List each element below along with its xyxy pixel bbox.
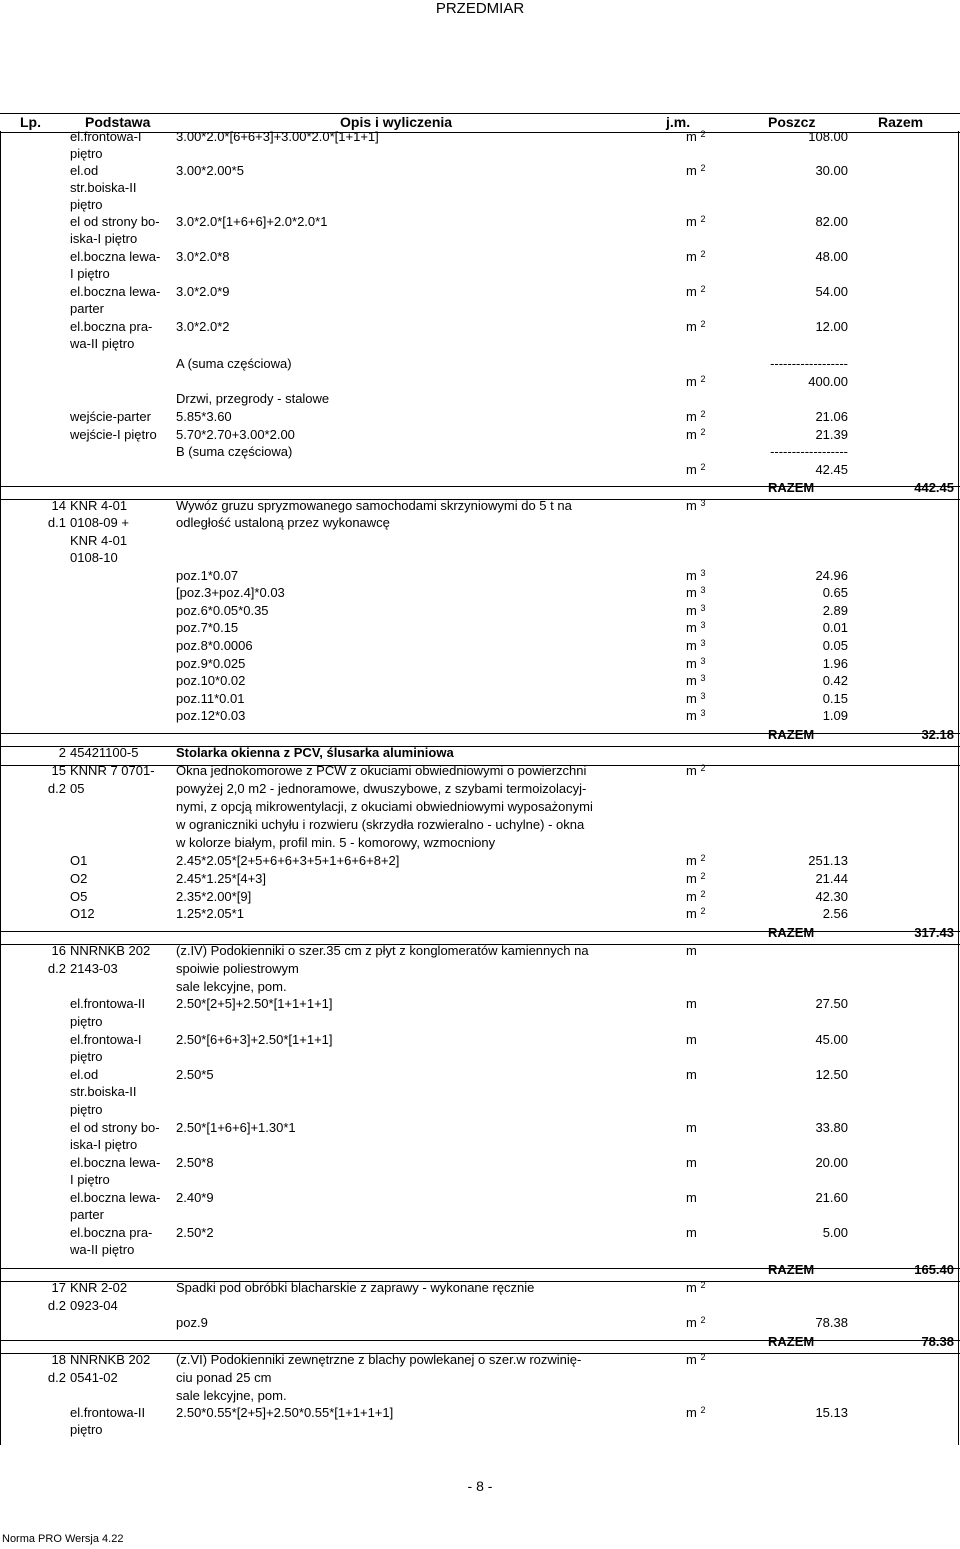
row-description: 3.00*2.00*5 — [176, 163, 244, 178]
row-description: B (suma częściowa) — [176, 444, 293, 459]
row-unit: m $^2$ — [686, 1315, 706, 1330]
row-description: Drzwi, przegrody - stalowe — [176, 391, 330, 406]
row-unit: m $^2$ — [686, 374, 706, 389]
row-unit: m $^2$ — [686, 1405, 706, 1420]
row-description: [poz.3+poz.4]*0.03 — [176, 585, 285, 600]
row-partial-value: 27.50 — [815, 996, 848, 1011]
row-description: 2.50*0.55*[2+5]+2.50*0.55*[1+1+1+1] — [176, 1405, 394, 1420]
row-partial-value: 20.00 — [815, 1155, 848, 1170]
row-description: Okna jednokomorowe z PCW z okuciami obwiedniowymi o powierzchni — [176, 763, 587, 778]
row-unit: m $^2$ — [686, 214, 706, 229]
unit-exponent: 3 — [700, 568, 706, 578]
row-separator — [0, 733, 960, 734]
row-basis: 05 — [70, 781, 85, 796]
row-basis: str.boiska-II — [70, 180, 137, 195]
unit-exponent: 2 — [700, 163, 706, 173]
row-partial-value: 0.05 — [822, 638, 848, 653]
row-description: 2.40*9 — [176, 1190, 214, 1205]
row-description: 2.50*[2+5]+2.50*[1+1+1+1] — [176, 996, 333, 1011]
row-unit: m — [686, 1120, 697, 1135]
row-unit: m $^2$ — [686, 871, 706, 886]
row-partial-value: 0.15 — [822, 691, 848, 706]
row-position: 14 — [51, 498, 66, 513]
header-lp: Lp. — [20, 114, 41, 130]
row-description: (z.IV) Podokienniki o szer.35 cm z płyt z konglomeratów kamiennych na — [176, 943, 589, 958]
row-unit: m $^2$ — [686, 906, 706, 921]
row-position: d.2 — [47, 1370, 66, 1385]
row-separator — [0, 486, 960, 487]
row-partial-value: 21.60 — [815, 1190, 848, 1205]
row-unit: m — [686, 1225, 697, 1240]
row-basis: parter — [70, 301, 104, 316]
unit-exponent: 2 — [700, 1352, 706, 1362]
row-description: 5.70*2.70+3.00*2.00 — [176, 427, 295, 442]
unit-exponent: 3 — [700, 656, 706, 666]
header-poszcz: Poszcz — [768, 114, 816, 130]
row-basis: el od strony bo- — [70, 214, 160, 229]
row-description: (z.VI) Podokienniki zewnętrzne z blachy powlekanej o szer.w rozwinię- — [176, 1352, 582, 1367]
row-basis: KNR 2-02 — [70, 1280, 128, 1295]
razem-value: 317.43 — [914, 925, 954, 940]
unit-exponent: 3 — [700, 585, 706, 595]
row-basis: iska-I piętro — [70, 1137, 138, 1152]
row-unit: m $^3$ — [686, 708, 706, 723]
row-partial-value: ------------------ — [770, 356, 848, 371]
row-basis: el.boczna lewa- — [70, 1190, 161, 1205]
row-basis: 0108-10 — [70, 550, 118, 565]
unit-exponent: 2 — [700, 409, 706, 419]
row-description: 2.45*2.05*[2+5+6+6+3+5+1+6+6+8+2] — [176, 853, 400, 868]
row-basis: el.boczna lewa- — [70, 284, 161, 299]
row-basis: el.boczna lewa- — [70, 249, 161, 264]
row-partial-value: 45.00 — [815, 1032, 848, 1047]
row-basis: el.boczna lewa- — [70, 1155, 161, 1170]
unit-exponent: 3 — [700, 638, 706, 648]
row-description: poz.12*0.03 — [176, 708, 246, 723]
row-partial-value: 48.00 — [815, 249, 848, 264]
row-basis: el.frontowa-I — [70, 129, 142, 144]
row-basis: NNRNKB 202 — [70, 943, 151, 958]
row-basis: el.od — [70, 163, 99, 178]
unit-exponent: 3 — [700, 691, 706, 701]
row-partial-value: ------------------ — [770, 444, 848, 459]
unit-exponent: 2 — [700, 763, 706, 773]
row-position: 18 — [51, 1352, 66, 1367]
razem-label: RAZEM — [768, 727, 815, 742]
row-partial-value: 0.65 — [822, 585, 848, 600]
razem-value: 78.38 — [921, 1334, 954, 1349]
unit-exponent: 2 — [700, 374, 706, 384]
unit-exponent: 3 — [700, 673, 706, 683]
row-description: spoiwie poliestrowym — [176, 961, 299, 976]
unit-exponent: 2 — [700, 284, 706, 294]
row-unit: m $^3$ — [686, 691, 706, 706]
row-description: 2.50*[1+6+6]+1.30*1 — [176, 1120, 296, 1135]
razem-label: RAZEM — [768, 1262, 815, 1277]
row-partial-value: 12.00 — [815, 319, 848, 334]
row-description: poz.1*0.07 — [176, 568, 239, 583]
row-partial-value: 12.50 — [815, 1067, 848, 1082]
row-unit: m $^3$ — [686, 620, 706, 635]
row-partial-value: 15.13 — [815, 1405, 848, 1420]
row-position: 16 — [51, 943, 66, 958]
row-description: 2.50*[6+6+3]+2.50*[1+1+1] — [176, 1032, 333, 1047]
row-basis: piętro — [70, 1102, 103, 1117]
row-description: 2.50*2 — [176, 1225, 214, 1240]
razem-value: 32.18 — [921, 727, 954, 742]
row-description: nymi, z opcją mikrowentylacji, z okuciami obwiedniowymi wyposażonymi — [176, 799, 593, 814]
row-description: poz.11*0.01 — [176, 691, 245, 706]
row-description: 2.50*8 — [176, 1155, 214, 1170]
unit-exponent: 2 — [700, 871, 706, 881]
row-unit: m $^3$ — [686, 673, 706, 688]
page-title: PRZEDMIAR — [435, 0, 525, 17]
row-basis: I piętro — [70, 266, 110, 281]
row-description: odległość ustaloną przez wykonawcę — [176, 515, 390, 530]
row-unit: m $^2$ — [686, 129, 706, 144]
row-unit: m $^2$ — [686, 1352, 706, 1367]
row-unit: m $^2$ — [686, 1280, 706, 1295]
row-basis: piętro — [70, 1422, 103, 1437]
row-description: ciu ponad 25 cm — [176, 1370, 272, 1385]
row-description: 2.35*2.00*[9] — [176, 889, 252, 904]
row-basis: wa-II piętro — [70, 1242, 135, 1257]
row-position: d.1 — [47, 515, 66, 530]
row-unit: m $^3$ — [686, 603, 706, 618]
row-description: 3.0*2.0*2 — [176, 319, 230, 334]
row-basis: el.frontowa-II — [70, 1405, 146, 1420]
row-basis: O5 — [70, 889, 88, 904]
row-basis: KNR 4-01 — [70, 498, 128, 513]
row-unit: m $^2$ — [686, 427, 706, 442]
row-description: 5.85*3.60 — [176, 409, 232, 424]
razem-label: RAZEM — [768, 1334, 815, 1349]
row-description: A (suma częściowa) — [176, 356, 292, 371]
row-partial-value: 54.00 — [815, 284, 848, 299]
header-opis: Opis i wyliczenia — [340, 114, 453, 130]
row-partial-value: 108.00 — [808, 129, 848, 144]
row-basis: piętro — [70, 197, 103, 212]
unit-exponent: 2 — [700, 906, 706, 916]
row-basis: el.frontowa-I — [70, 1032, 142, 1047]
row-unit: m — [686, 1032, 697, 1047]
row-description: w ograniczniki uchyłu i rozwieru (skrzydła rozwieralno - uchylne) - okna — [176, 817, 585, 832]
unit-exponent: 2 — [700, 889, 706, 899]
unit-exponent: 2 — [700, 1315, 706, 1325]
column-border-right — [958, 131, 959, 1445]
row-description: poz.8*0.0006 — [176, 638, 253, 653]
row-unit: m $^3$ — [686, 656, 706, 671]
unit-exponent: 3 — [700, 708, 706, 718]
header-razem: Razem — [878, 114, 924, 130]
row-partial-value: 82.00 — [815, 214, 848, 229]
row-description: poz.9 — [176, 1315, 208, 1330]
unit-exponent: 2 — [700, 129, 706, 139]
header-jm: j.m. — [666, 114, 691, 130]
row-partial-value: 21.44 — [815, 871, 848, 886]
row-basis: el od strony bo- — [70, 1120, 160, 1135]
row-unit: m — [686, 996, 697, 1011]
row-description: 2.45*1.25*[4+3] — [176, 871, 266, 886]
row-basis: piętro — [70, 146, 103, 161]
row-partial-value: 42.45 — [815, 462, 848, 477]
row-description: 3.0*2.0*8 — [176, 249, 230, 264]
row-unit: m $^2$ — [686, 853, 706, 868]
row-position: d.2 — [47, 961, 66, 976]
unit-exponent: 2 — [700, 249, 706, 259]
row-unit: m $^2$ — [686, 319, 706, 334]
row-description: Stolarka okienna z PCV, ślusarka aluminiowa — [176, 745, 454, 760]
row-unit: m $^2$ — [686, 284, 706, 299]
row-basis: 0541-02 — [70, 1370, 118, 1385]
row-unit: m — [686, 943, 697, 958]
unit-exponent: 2 — [700, 427, 706, 437]
razem-value: 165.40 — [914, 1262, 954, 1277]
row-basis: 2143-03 — [70, 961, 118, 976]
row-unit: m $^2$ — [686, 163, 706, 178]
row-unit: m $^2$ — [686, 249, 706, 264]
row-partial-value: 42.30 — [815, 889, 848, 904]
row-basis: O1 — [70, 853, 88, 868]
row-unit: m $^2$ — [686, 889, 706, 904]
unit-exponent: 3 — [700, 603, 706, 613]
row-basis: el.od — [70, 1067, 99, 1082]
row-basis: el.frontowa-II — [70, 996, 146, 1011]
row-partial-value: 5.00 — [822, 1225, 848, 1240]
row-partial-value: 30.00 — [815, 163, 848, 178]
row-basis: wejście-I piętro — [70, 427, 157, 442]
row-position: 17 — [51, 1280, 66, 1295]
razem-label: RAZEM — [768, 480, 815, 495]
row-partial-value: 400.00 — [808, 374, 848, 389]
unit-exponent: 2 — [700, 1405, 706, 1415]
row-unit: m — [686, 1190, 697, 1205]
header-podstawa: Podstawa — [85, 114, 151, 130]
row-description: 3.0*2.0*[1+6+6]+2.0*2.0*1 — [176, 214, 328, 229]
row-partial-value: 33.80 — [815, 1120, 848, 1135]
unit-exponent: 3 — [700, 620, 706, 630]
row-unit: m — [686, 1067, 697, 1082]
row-description: sale lekcyjne, pom. — [176, 1388, 287, 1403]
row-basis: NNRNKB 202 — [70, 1352, 151, 1367]
row-basis: iska-I piętro — [70, 231, 138, 246]
row-description: Wywóz gruzu spryzmowanego samochodami skrzyniowymi do 5 t na — [176, 498, 572, 513]
row-partial-value: 78.38 — [815, 1315, 848, 1330]
row-description: poz.7*0.15 — [176, 620, 239, 635]
row-description: powyżej 2,0 m2 - jednoramowe, dwuszybowe, z szybami termoizolacyj- — [176, 781, 587, 796]
row-description: 1.25*2.05*1 — [176, 906, 244, 921]
unit-exponent: 2 — [700, 853, 706, 863]
row-basis: el.boczna pra- — [70, 1225, 153, 1240]
row-unit: m $^3$ — [686, 585, 706, 600]
row-basis: 0108-09 + — [70, 515, 129, 530]
row-partial-value: 24.96 — [815, 568, 848, 583]
row-partial-value: 251.13 — [808, 853, 848, 868]
row-basis: O12 — [70, 906, 95, 921]
row-unit: m $^2$ — [686, 409, 706, 424]
row-unit: m $^3$ — [686, 498, 706, 513]
unit-exponent: 2 — [700, 319, 706, 329]
row-basis: wejście-parter — [70, 409, 151, 424]
row-partial-value: 2.56 — [822, 906, 848, 921]
row-unit: m — [686, 1155, 697, 1170]
page-number: - 8 - — [467, 1478, 493, 1494]
row-description: poz.9*0.025 — [176, 656, 246, 671]
row-partial-value: 1.96 — [822, 656, 848, 671]
row-basis: I piętro — [70, 1172, 110, 1187]
row-position: 2 — [58, 745, 66, 760]
row-separator — [0, 931, 960, 932]
row-partial-value: 0.01 — [822, 620, 848, 635]
row-unit: m $^3$ — [686, 638, 706, 653]
unit-exponent: 3 — [700, 498, 706, 508]
row-separator — [0, 1268, 960, 1269]
row-basis: 45421100-5 — [70, 745, 139, 760]
row-basis: piętro — [70, 1049, 103, 1064]
row-unit: m $^2$ — [686, 763, 706, 778]
row-position: d.2 — [47, 781, 66, 796]
row-position: d.2 — [47, 1298, 66, 1313]
row-basis: parter — [70, 1207, 104, 1222]
row-basis: piętro — [70, 1014, 103, 1029]
row-description: sale lekcyjne, pom. — [176, 979, 287, 994]
row-partial-value: 0.42 — [822, 673, 848, 688]
row-basis: el.boczna pra- — [70, 319, 153, 334]
row-basis: O2 — [70, 871, 88, 886]
row-partial-value: 1.09 — [822, 708, 848, 723]
unit-exponent: 2 — [700, 1280, 706, 1290]
row-description: poz.10*0.02 — [176, 673, 246, 688]
row-description: 3.0*2.0*9 — [176, 284, 230, 299]
software-version: Norma PRO Wersja 4.22 — [2, 1533, 124, 1545]
row-basis: KNNR 7 0701- — [70, 763, 155, 778]
row-description: w kolorze białym, profil min. 5 - komorowy, wzmocniony — [176, 835, 496, 850]
row-separator — [0, 1340, 960, 1341]
row-basis: 0923-04 — [70, 1298, 118, 1313]
razem-value: 442.45 — [914, 480, 954, 495]
row-description: Spadki pod obróbki blacharskie z zaprawy - wykonane ręcznie — [176, 1280, 535, 1295]
row-basis: str.boiska-II — [70, 1084, 137, 1099]
row-basis: wa-II piętro — [70, 336, 135, 351]
row-description: poz.6*0.05*0.35 — [176, 603, 269, 618]
row-unit: m $^3$ — [686, 568, 706, 583]
row-position: 15 — [51, 763, 66, 778]
row-partial-value: 2.89 — [822, 603, 848, 618]
unit-exponent: 2 — [700, 214, 706, 224]
row-description: 2.50*5 — [176, 1067, 214, 1082]
row-description: 3.00*2.0*[6+6+3]+3.00*2.0*[1+1+1] — [176, 129, 379, 144]
row-basis: KNR 4-01 — [70, 533, 128, 548]
row-partial-value: 21.39 — [815, 427, 848, 442]
row-unit: m $^2$ — [686, 462, 706, 477]
row-partial-value: 21.06 — [815, 409, 848, 424]
razem-label: RAZEM — [768, 925, 815, 940]
unit-exponent: 2 — [700, 462, 706, 472]
